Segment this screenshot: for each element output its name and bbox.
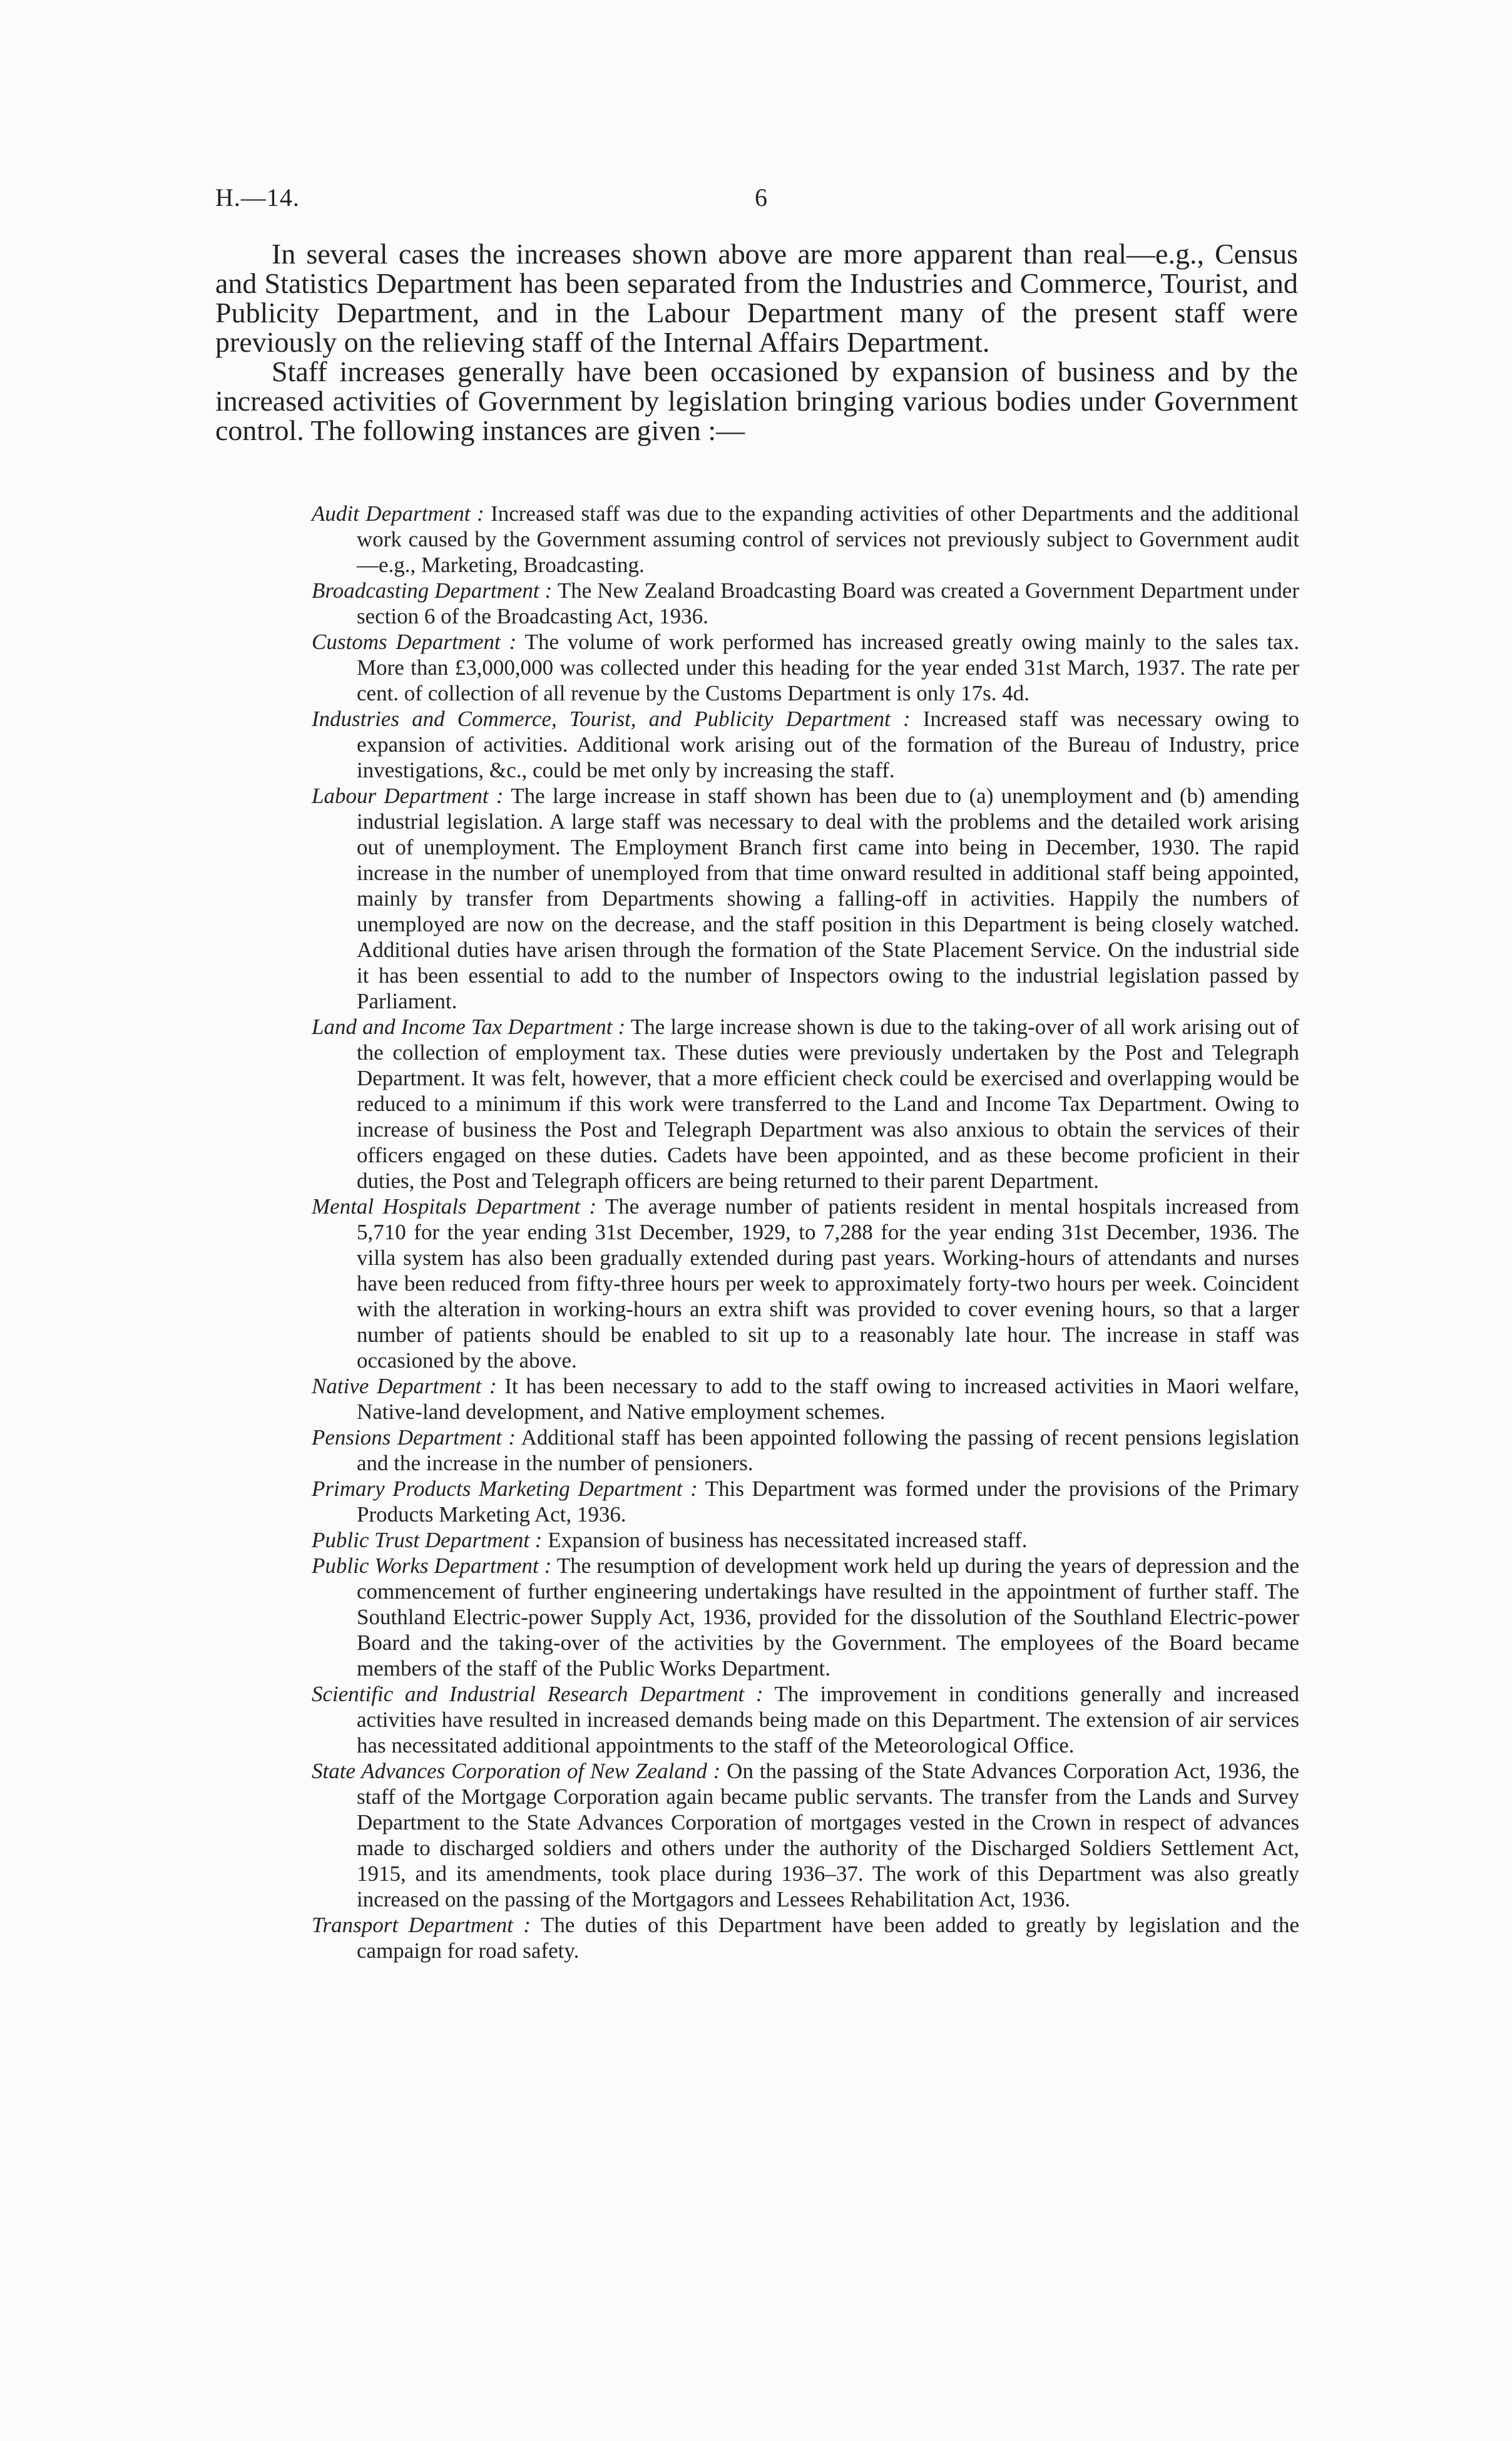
department-entry [312,501,1299,578]
page-header [215,183,1304,220]
department-text: Additional staff has been appointed following the passing of recent pensions legislation and the increase in the number of pensioners. [357,1425,1299,1475]
department-name: Broadcasting Department : [312,578,553,603]
department-name: Land and Income Tax Department : [312,1015,626,1039]
department-text: The duties of this Department have been added to greatly by legislation and the campaign for road safety. [357,1913,1299,1963]
department-text: The improvement in conditions generally and increased activities have resulted in increased demands being made on this Department. The extension of air services has necessitated additional appointments to the staff of the Meteorological Office. [357,1682,1299,1758]
department-text: Increased staff was necessary owing to expansion of activities. Additional work arising out of the formation of the Bureau of Industry, price investigations, &c., could be met only by increasing the staff. [357,707,1299,782]
department-name: Scientific and Industrial Research Department : [312,1682,764,1706]
department-text: Expansion of business has necessitated increased staff. [548,1528,1028,1552]
department-name: Public Trust Department : [312,1528,543,1552]
department-entry [312,1373,1299,1425]
department-text: It has been necessary to add to the staff owing to increased activities in Maori welfare, Native-land development, and Native employment schemes. [357,1374,1299,1424]
department-entry [312,1476,1299,1527]
department-entry [312,1553,1299,1681]
department-list [312,501,1299,1963]
department-name: Audit Department : [312,501,484,526]
department-text: The large increase in staff shown has been due to (a) unemployment and (b) amending industrial legislation. A large staff was necessary to deal with the problems and the detailed work arising out of unemployment. The Employment Branch first came into being in December, 1930. The rapid increase in the number of unemployed from that time onward resulted in additional staff being appointed, mainly by transfer from Departments showing a falling-off in activities. Happily the numbers of unemployed are now on the decrease, and the staff position in this Department is being closely watched. Additional duties have arisen through the formation of the State Placement Service. On the industrial side it has been essential to add to the number of Inspectors owing to the industrial legislation passed by Parliament. [357,784,1299,1013]
department-text: Increased staff was due to the expanding activities of other Departments and the additional work caused by the Government assuming control of services not previously subject to Government audit—e.g., Marketing, Broadcasting. [357,501,1299,577]
intro-section [215,239,1298,445]
department-name: Mental Hospitals Department : [312,1194,597,1219]
department-entry [312,706,1299,783]
department-name: Primary Products Marketing Department : [312,1476,698,1501]
department-text: The large increase shown is due to the taking-over of all work arising out of the collection of employment tax. These duties were previously undertaken by the Post and Telegraph Department. It was felt, however, that a more efficient check could be exercised and overlapping would be reduced to a minimum if this work were transferred to the Land and Income Tax Department. Owing to increase of business the Post and Telegraph Department was also anxious to obtain the services of their officers engaged on these duties. Cadets have been appointed, and as these become proficient in their duties, the Post and Telegraph officers are being returned to their parent Department. [357,1015,1299,1193]
department-text: The New Zealand Broadcasting Board was created a Government Department under section 6 of the Broadcasting Act, 1936. [357,578,1299,628]
department-entry [312,1758,1299,1912]
document-code: H.—14. [215,183,300,212]
department-entry [312,1425,1299,1476]
department-text: The volume of work performed has increased greatly owing mainly to the sales tax. More than £3,000,000 was collected under this heading for the year ended 31st March, 1937. The rate per cent. of collection of all revenue by the Customs Department is only 17s. 4d. [357,630,1299,705]
department-text: The average number of patients resident in mental hospitals increased from 5,710 for the year ending 31st December, 1929, to 7,288 for the year ending 31st December, 1936. The villa system has also been gradually extended during past years. Working-hours of attendants and nurses have been reduced from fifty-three hours per week to approximately forty-two hours per week. Coincident with the alteration in working-hours an extra shift was provided to cover evening hours, so that a larger number of patients should be enabled to sit up to a reasonably late hour. The increase in staff was occasioned by the above. [357,1194,1299,1373]
department-entry [312,1527,1299,1553]
department-name: Pensions Department : [312,1425,516,1450]
page-number: 6 [755,183,767,212]
intro-paragraph: In several cases the increases shown above are more apparent than real—e.g., Census and Statistics Department has been separated from the Industries and Commerce, Tourist, and Publicity Department, and in the Labour Department many of the present staff were previously on the relieving staff of the Internal Affairs Department. [215,238,1298,358]
department-entry [312,578,1299,629]
department-entry [312,629,1299,706]
intro-paragraph: Staff increases generally have been occasioned by expansion of business and by the increased activities of Government by legislation bringing various bodies under Government control. The following instances are given :— [215,356,1298,446]
department-entry [312,783,1299,1014]
department-text: This Department was formed under the provisions of the Primary Products Marketing Act, 1936. [357,1476,1299,1527]
department-entry [312,1194,1299,1373]
department-entry [312,1912,1299,1963]
department-text: The resumption of development work held up during the years of depression and the commencement of further engineering undertakings have resulted in the appointment of further staff. The Southland Electric-power Supply Act, 1936, provided for the dissolution of the Southland Electric-power Board and the taking-over of the activities by the Government. The employees of the Board became members of the staff of the Public Works Department. [357,1553,1299,1681]
department-name: Transport Department : [312,1913,531,1937]
department-name: Labour Department : [312,784,504,808]
department-text: On the passing of the State Advances Corporation Act, 1936, the staff of the Mortgage Corporation again became public servants. The transfer from the Lands and Survey Department to the State Advances Corporation of mortgages vested in the Crown in respect of advances made to discharged soldiers and others under the authority of the Discharged Soldiers Settlement Act, 1915, and its amendments, took place during 1936–37. The work of this Department was also greatly increased on the passing of the Mortgagors and Lessees Rehabilitation Act, 1936. [357,1759,1300,1911]
department-entry [312,1014,1299,1194]
department-name: Industries and Commerce, Tourist, and Publicity Department : [312,707,911,731]
department-name: Native Department : [312,1374,497,1398]
department-name: Customs Department : [312,630,517,654]
department-name: State Advances Corporation of New Zealand : [312,1759,721,1783]
department-entry [312,1681,1299,1758]
department-name: Public Works Department : [312,1553,552,1578]
